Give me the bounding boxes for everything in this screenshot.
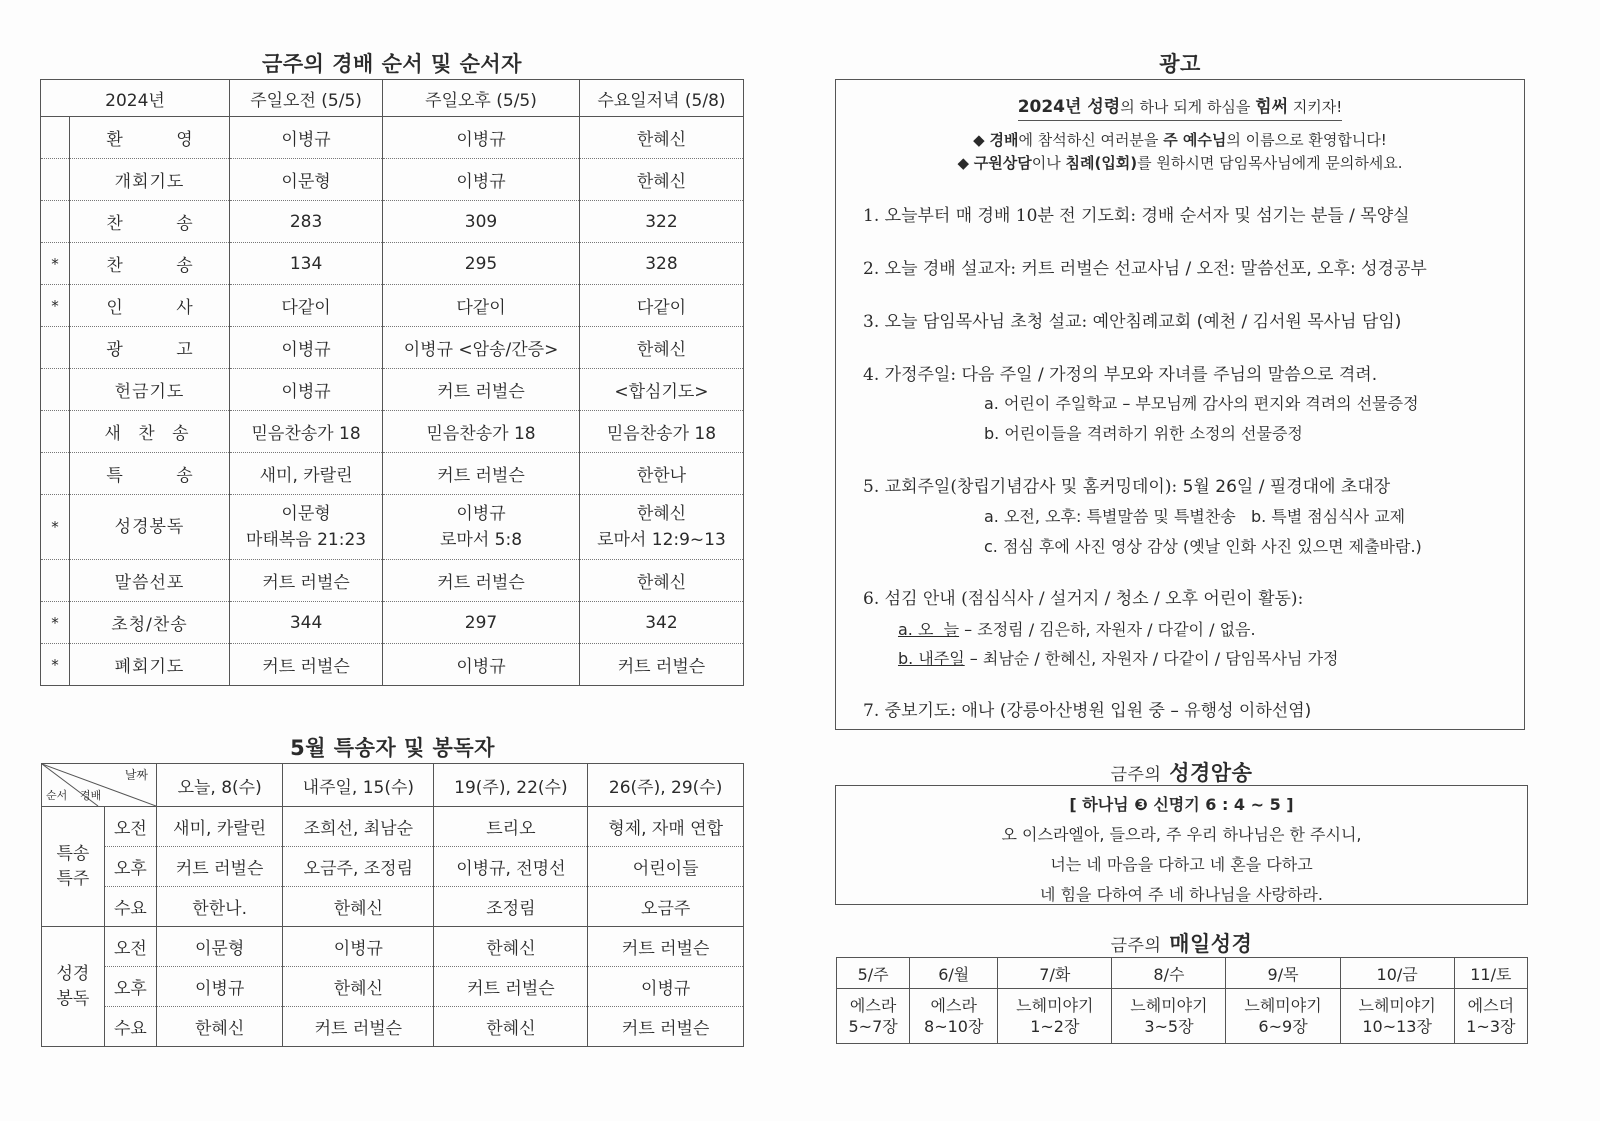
cell-pm: 이병규 bbox=[383, 117, 580, 159]
row-label: 성경봉독 bbox=[70, 495, 230, 560]
col-header-wednesday: 수요일저녁 (5/8) bbox=[579, 80, 743, 117]
cell-pm: 커트 러벌슨 bbox=[383, 560, 580, 602]
item-number: 6. bbox=[863, 589, 880, 609]
annual-motto bbox=[836, 92, 1524, 117]
table-header-row bbox=[837, 958, 1528, 989]
cell-pm: 295 bbox=[383, 243, 580, 285]
group-label-special-song bbox=[42, 807, 105, 927]
service-label: 오전 bbox=[104, 927, 156, 967]
announcement-subitem bbox=[898, 617, 1256, 640]
table-row bbox=[41, 495, 744, 560]
service-label: 수요 bbox=[104, 887, 156, 927]
row-label: 새 찬 송 bbox=[70, 411, 230, 453]
diamond-bullet-icon: ◆ bbox=[957, 154, 969, 172]
cell-pm bbox=[383, 495, 580, 560]
motto-part: 힘써 bbox=[1255, 97, 1289, 117]
row-label: 인 사 bbox=[70, 285, 230, 327]
motto-part: 의 하나 되게 하심을 bbox=[1120, 98, 1256, 116]
table-row bbox=[41, 411, 744, 453]
reading-cell bbox=[1112, 989, 1226, 1044]
day-header: 7/화 bbox=[998, 958, 1112, 989]
row-label: 찬 송 bbox=[70, 243, 230, 285]
row-label: 광 고 bbox=[70, 327, 230, 369]
cell-am: 이병규 bbox=[230, 327, 383, 369]
emphasis: 침례(입회) bbox=[1065, 154, 1138, 172]
item-heading: 오늘 경배 설교자: bbox=[884, 259, 1017, 279]
verse-line: 네 힘을 다하여 주 네 하나님을 사랑하라. bbox=[1040, 885, 1323, 904]
book-name: 에스더 bbox=[1467, 996, 1515, 1015]
row-label: 특 송 bbox=[70, 453, 230, 495]
col-header-date: 19(주), 22(수) bbox=[434, 764, 588, 807]
table-cell: 커트 러벌슨 bbox=[157, 847, 283, 887]
item-heading: 중보기도: bbox=[884, 701, 957, 721]
cell-wed: 믿음찬송가 18 bbox=[579, 411, 743, 453]
table-row bbox=[42, 927, 744, 967]
cell-wed: 342 bbox=[579, 602, 743, 644]
table-cell: 이문형 bbox=[157, 927, 283, 967]
stand-marker bbox=[41, 201, 70, 243]
stand-marker bbox=[41, 117, 70, 159]
book-name: 느헤미야기 bbox=[1244, 996, 1322, 1015]
table-row bbox=[41, 602, 744, 644]
item-number: 7. bbox=[863, 701, 880, 721]
cell-am: 이병규 bbox=[230, 117, 383, 159]
group-label-line: 특송 bbox=[56, 843, 90, 864]
text: 의 이름으로 환영합니다! bbox=[1226, 131, 1387, 149]
verse-reference: [ 하나님 ❸ 신명기 6 : 4 ~ 5 ] bbox=[1069, 795, 1294, 814]
book-name: 느헤미야기 bbox=[1130, 996, 1208, 1015]
item-heading: 가정주일: bbox=[884, 365, 957, 385]
announcement-item-5 bbox=[863, 472, 1390, 497]
day-header: 8/수 bbox=[1112, 958, 1226, 989]
row-label: 초청/찬송 bbox=[70, 602, 230, 644]
day-header: 5/주 bbox=[837, 958, 910, 989]
title-prefix: 금주의 bbox=[1110, 765, 1162, 785]
stand-marker: * bbox=[41, 243, 70, 285]
announcement-subitem: b. 어린이들을 격려하기 위한 소정의 선물증정 bbox=[984, 424, 1303, 443]
reading-cell bbox=[837, 989, 910, 1044]
item-number: 4. bbox=[863, 365, 880, 385]
title-prefix: 금주의 bbox=[1110, 936, 1162, 956]
emphasis: 주 예수님 bbox=[1163, 131, 1227, 149]
chapters: 1~2장 bbox=[1030, 1017, 1080, 1036]
table-row bbox=[41, 201, 744, 243]
table-row bbox=[42, 887, 744, 927]
table-cell: 조희선, 최남순 bbox=[283, 807, 434, 847]
day-header: 9/목 bbox=[1226, 958, 1340, 989]
item-text: 다음 주일 / 가정의 부모와 자녀를 주님의 말씀으로 격려. bbox=[961, 365, 1378, 385]
announcement-subitem bbox=[898, 646, 1339, 669]
cell-wed: 한혜신 bbox=[579, 159, 743, 201]
table-cell: 트리오 bbox=[434, 807, 588, 847]
cell-wed: 한혜신 bbox=[579, 117, 743, 159]
cell-pm: 다같이 bbox=[383, 285, 580, 327]
cell-pm: 이병규 bbox=[383, 644, 580, 686]
cell-wed bbox=[579, 495, 743, 560]
day-header: 6/월 bbox=[910, 958, 998, 989]
chapters: 6~9장 bbox=[1258, 1017, 1308, 1036]
announcement-subitem: a. 오전, 오후: 특별말씀 및 특별찬송 b. 특별 점심식사 교제 bbox=[984, 507, 1406, 526]
item-number: 3. bbox=[863, 312, 880, 332]
emphasis: 경배 bbox=[989, 131, 1019, 149]
ads-title: 광고 bbox=[1159, 52, 1201, 76]
item-text: 커트 러벌슨 선교사님 / 오전: 말씀선포, 오후: 성경공부 bbox=[1021, 259, 1427, 279]
welcome-line bbox=[836, 152, 1524, 173]
cell-am: 새미, 카랄린 bbox=[230, 453, 383, 495]
item-heading: 오늘부터 매 경배 10분 전 기도회: bbox=[884, 206, 1137, 226]
cell-wed: 한혜신 bbox=[579, 327, 743, 369]
table-cell: 이병규 bbox=[588, 967, 744, 1007]
announcement-item-4 bbox=[863, 360, 1377, 385]
motto-part: 2024년 성령 bbox=[1017, 97, 1121, 117]
subitem-text: – 조정림 / 김은하, 자원자 / 다같이 / 없음. bbox=[959, 620, 1256, 639]
table-cell: 이병규 bbox=[283, 927, 434, 967]
stand-marker: * bbox=[41, 602, 70, 644]
text: 에 참석하신 여러분을 bbox=[1018, 131, 1164, 149]
worship-order-table bbox=[40, 79, 744, 686]
cell-am: 283 bbox=[230, 201, 383, 243]
day-header: 11/토 bbox=[1454, 958, 1527, 989]
stand-marker: * bbox=[41, 644, 70, 686]
scripture-ref: 로마서 12:9~13 bbox=[597, 530, 726, 550]
table-cell: 한혜신 bbox=[283, 887, 434, 927]
subitem-label: b. 내주일 bbox=[898, 649, 965, 668]
chapters: 3~5장 bbox=[1144, 1017, 1194, 1036]
verse-line: 너는 네 마음을 다하고 네 혼을 다하고 bbox=[1050, 855, 1313, 874]
corner-label-service: 경배 bbox=[80, 789, 102, 802]
service-label: 오후 bbox=[104, 967, 156, 1007]
item-text: 5월 26일 / 필경대에 초대장 bbox=[1182, 477, 1391, 497]
chapters: 10~13장 bbox=[1362, 1017, 1432, 1036]
cell-am: 다같이 bbox=[230, 285, 383, 327]
book-name: 에스라 bbox=[930, 996, 977, 1015]
memory-verse-box bbox=[835, 785, 1528, 905]
cell-pm: 이병규 bbox=[383, 159, 580, 201]
row-label: 개회기도 bbox=[70, 159, 230, 201]
table-header-row bbox=[41, 80, 744, 117]
row-label: 헌금기도 bbox=[70, 369, 230, 411]
service-label: 수요 bbox=[104, 1007, 156, 1047]
table-cell: 한혜신 bbox=[434, 927, 588, 967]
cell-am: 믿음찬송가 18 bbox=[230, 411, 383, 453]
reading-cell bbox=[998, 989, 1112, 1044]
item-heading: 교회주일(창립기념감사 및 홈커밍데이): bbox=[884, 477, 1178, 497]
cell-wed: 커트 러벌슨 bbox=[579, 644, 743, 686]
group-label-scripture-reading bbox=[42, 927, 105, 1047]
table-cell: 한혜신 bbox=[283, 967, 434, 1007]
table-row bbox=[42, 967, 744, 1007]
monthly-schedule-table bbox=[41, 763, 744, 1047]
table-row bbox=[42, 847, 744, 887]
row-label: 폐회기도 bbox=[70, 644, 230, 686]
reading-cell bbox=[910, 989, 998, 1044]
col-header-date: 내주일, 15(수) bbox=[283, 764, 434, 807]
item-text: 예안침례교회 (예천 / 김서원 목사님 담임) bbox=[1092, 312, 1402, 332]
table-row bbox=[41, 243, 744, 285]
cell-am: 이병규 bbox=[230, 369, 383, 411]
monthly-title: 5월 특송자 및 봉독자 bbox=[290, 736, 495, 760]
table-row bbox=[41, 644, 744, 686]
book-name: 느헤미야기 bbox=[1358, 996, 1436, 1015]
table-cell: 한혜신 bbox=[157, 1007, 283, 1047]
table-cell: 형제, 자매 연합 bbox=[588, 807, 744, 847]
row-label: 환 영 bbox=[70, 117, 230, 159]
service-label: 오후 bbox=[104, 847, 156, 887]
item-number: 5. bbox=[863, 477, 880, 497]
stand-marker: * bbox=[41, 285, 70, 327]
stand-marker bbox=[41, 159, 70, 201]
cell-wed: 한혜신 bbox=[579, 560, 743, 602]
chapters: 5~7장 bbox=[848, 1017, 898, 1036]
day-header: 10/금 bbox=[1340, 958, 1454, 989]
book-name: 느헤미야기 bbox=[1016, 996, 1094, 1015]
table-cell: 어린이들 bbox=[588, 847, 744, 887]
announcement-item-6 bbox=[863, 584, 1303, 609]
stand-marker bbox=[41, 560, 70, 602]
chapters: 8~10장 bbox=[924, 1017, 984, 1036]
col-header-year: 2024년 bbox=[41, 80, 230, 117]
announcement-item-7 bbox=[863, 696, 1311, 721]
item-number: 2. bbox=[863, 259, 880, 279]
table-cell: 커트 러벌슨 bbox=[283, 1007, 434, 1047]
announcement-subitem: c. 점심 후에 사진 영상 감상 (옛날 인화 사진 있으면 제출바람.) bbox=[984, 537, 1422, 556]
table-row bbox=[837, 989, 1528, 1044]
reader-name: 한혜신 bbox=[636, 504, 687, 524]
cell-am: 344 bbox=[230, 602, 383, 644]
item-text: 애나 (강릉아산병원 입원 중 – 유행성 이하선염) bbox=[961, 701, 1312, 721]
verse-line: 오 이스라엘아, 들으라, 주 우리 하나님은 한 주시니, bbox=[1001, 825, 1362, 844]
title-main: 매일성경 bbox=[1161, 932, 1253, 956]
text: 를 원하시면 담임목사님에게 문의하세요. bbox=[1137, 154, 1403, 172]
book-name: 에스라 bbox=[849, 996, 897, 1015]
table-cell: 오금주 bbox=[588, 887, 744, 927]
subitem-label: a. 오 늘 bbox=[898, 620, 960, 639]
cell-pm: 297 bbox=[383, 602, 580, 644]
cell-pm: 이병규 <암송/간증> bbox=[383, 327, 580, 369]
stand-marker bbox=[41, 453, 70, 495]
announcements-box bbox=[835, 79, 1525, 730]
table-cell: 조정림 bbox=[434, 887, 588, 927]
row-label: 말씀선포 bbox=[70, 560, 230, 602]
chapters: 1~3장 bbox=[1466, 1017, 1516, 1036]
table-cell: 이병규, 전명선 bbox=[434, 847, 588, 887]
announcement-item-1 bbox=[863, 201, 1410, 226]
item-text: 경배 순서자 및 섬기는 분들 / 목양실 bbox=[1141, 206, 1410, 226]
table-row bbox=[41, 327, 744, 369]
cell-pm: 309 bbox=[383, 201, 580, 243]
group-label-line: 성경 bbox=[56, 963, 90, 984]
reader-name: 이문형 bbox=[281, 504, 331, 524]
stand-marker bbox=[41, 411, 70, 453]
memory-verse-title bbox=[835, 757, 1528, 787]
table-row bbox=[41, 285, 744, 327]
corner-label-date: 날짜 bbox=[124, 768, 148, 782]
cell-pm: 커트 러벌슨 bbox=[383, 453, 580, 495]
announcement-item-2 bbox=[863, 254, 1427, 279]
daily-reading-title bbox=[835, 928, 1528, 958]
motto-part: 지키자! bbox=[1288, 98, 1343, 116]
cell-wed: 다같이 bbox=[579, 285, 743, 327]
emphasis: 구원상담 bbox=[973, 154, 1032, 172]
cell-wed: <합심기도> bbox=[579, 369, 743, 411]
table-cell: 커트 러벌슨 bbox=[588, 1007, 744, 1047]
reading-cell bbox=[1454, 989, 1527, 1044]
table-cell: 이병규 bbox=[157, 967, 283, 1007]
table-cell: 커트 러벌슨 bbox=[588, 927, 744, 967]
col-header-sunday-am: 주일오전 (5/5) bbox=[230, 80, 383, 117]
stand-marker: * bbox=[41, 495, 70, 560]
cell-am: 커트 러벌슨 bbox=[230, 644, 383, 686]
subitem-text: – 최남순 / 한혜신, 자원자 / 다같이 / 담임목사님 가정 bbox=[964, 649, 1339, 668]
announcement-subitem: a. 어린이 주일학교 – 부모님께 감사의 편지와 격려의 선물증정 bbox=[984, 394, 1419, 413]
col-header-sunday-pm: 주일오후 (5/5) bbox=[383, 80, 580, 117]
title-main: 성경암송 bbox=[1161, 761, 1253, 785]
reading-cell bbox=[1340, 989, 1454, 1044]
item-heading: 섬김 안내 (점심식사 / 설거지 / 청소 / 오후 어린이 활동): bbox=[884, 589, 1304, 609]
welcome-line bbox=[836, 129, 1524, 150]
scripture-ref: 로마서 5:8 bbox=[440, 530, 523, 550]
table-cell: 한한나. bbox=[157, 887, 283, 927]
announcement-item-3 bbox=[863, 307, 1401, 332]
cell-wed: 322 bbox=[579, 201, 743, 243]
item-heading: 오늘 담임목사님 초청 설교: bbox=[884, 312, 1088, 332]
cell-am: 이문형 bbox=[230, 159, 383, 201]
table-row bbox=[41, 369, 744, 411]
cell-am bbox=[230, 495, 383, 560]
cell-am: 134 bbox=[230, 243, 383, 285]
cell-wed: 328 bbox=[579, 243, 743, 285]
cell-am: 커트 러벌슨 bbox=[230, 560, 383, 602]
table-cell: 새미, 카랄린 bbox=[157, 807, 283, 847]
table-row bbox=[41, 117, 744, 159]
reading-cell bbox=[1226, 989, 1340, 1044]
row-label: 찬 송 bbox=[70, 201, 230, 243]
table-row bbox=[41, 560, 744, 602]
cell-wed: 한한나 bbox=[579, 453, 743, 495]
cell-pm: 믿음찬송가 18 bbox=[383, 411, 580, 453]
table-cell: 커트 러벌슨 bbox=[434, 967, 588, 1007]
table-row bbox=[42, 807, 744, 847]
group-label-line: 특주 bbox=[56, 868, 90, 889]
table-header-row bbox=[42, 764, 744, 807]
table-row bbox=[41, 159, 744, 201]
item-number: 1. bbox=[863, 206, 880, 226]
corner-header bbox=[42, 764, 157, 807]
stand-marker bbox=[41, 369, 70, 411]
diamond-bullet-icon: ◆ bbox=[973, 131, 985, 149]
col-header-date: 오늘, 8(수) bbox=[157, 764, 283, 807]
scripture-ref: 마태복음 21:23 bbox=[246, 530, 367, 550]
worship-order-title: 금주의 경배 순서 및 순서자 bbox=[262, 52, 522, 76]
table-cell: 한혜신 bbox=[434, 1007, 588, 1047]
stand-marker bbox=[41, 327, 70, 369]
table-cell: 오금주, 조정림 bbox=[283, 847, 434, 887]
reader-name: 이병규 bbox=[456, 504, 506, 524]
daily-reading-table bbox=[836, 957, 1528, 1044]
cell-pm: 커트 러벌슨 bbox=[383, 369, 580, 411]
col-header-date: 26(주), 29(수) bbox=[588, 764, 744, 807]
table-row bbox=[41, 453, 744, 495]
text: 이나 bbox=[1031, 154, 1066, 172]
group-label-line: 봉독 bbox=[56, 988, 90, 1009]
service-label: 오전 bbox=[104, 807, 156, 847]
table-row bbox=[42, 1007, 744, 1047]
corner-label-order: 순서 bbox=[46, 789, 68, 802]
